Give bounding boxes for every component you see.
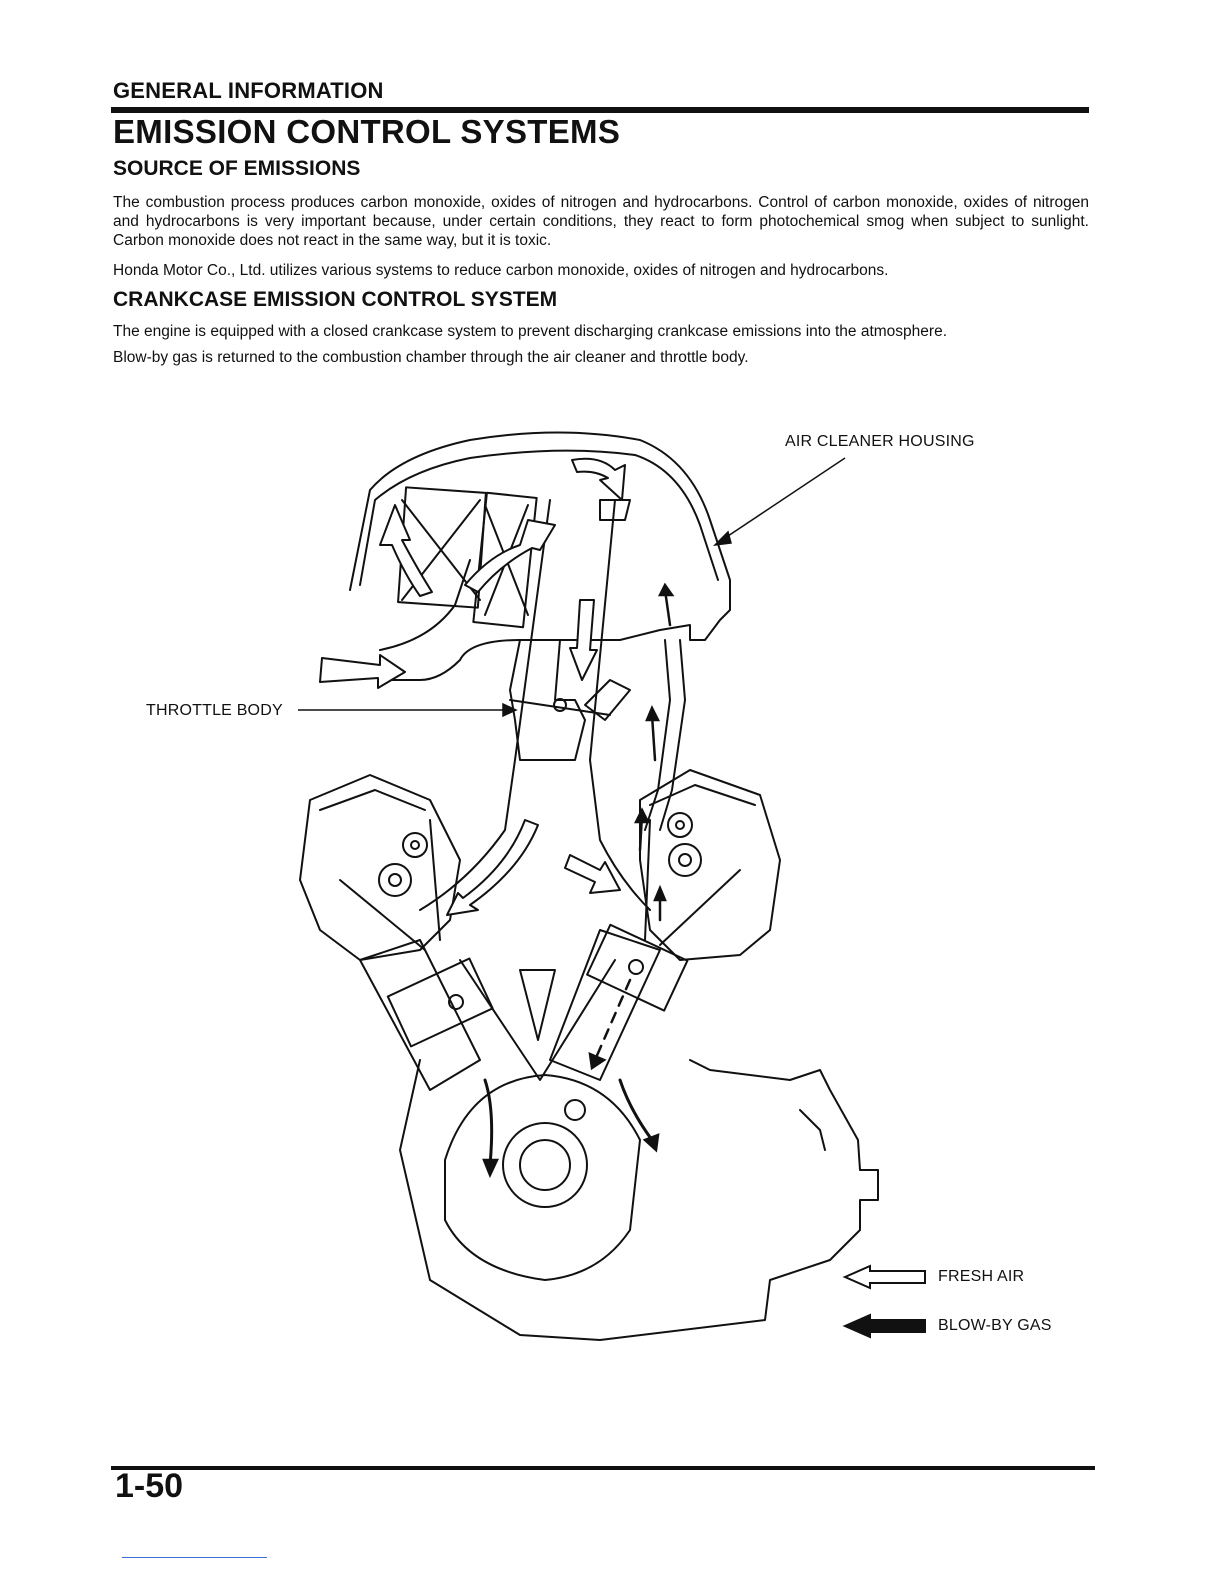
- air-cleaner-leader: [722, 458, 845, 540]
- engine-cross-section-diagram: [140, 410, 1100, 1370]
- footer-rule: [111, 1466, 1095, 1470]
- right-cylinder: [550, 930, 660, 1080]
- right-cylinder-head: [640, 770, 780, 960]
- legend-blow-by-gas-label: BLOW-BY GAS: [938, 1317, 1052, 1334]
- fresh-air-arrow-top: [572, 459, 625, 500]
- throttle-body-label: THROTTLE BODY: [146, 702, 283, 719]
- source-paragraph-2: Honda Motor Co., Ltd. utilizes various systems to reduce carbon monoxide, oxides of nitrogen and hydrocarbons.: [113, 262, 889, 279]
- crankshaft: [503, 1123, 587, 1207]
- right-piston: [587, 925, 687, 1011]
- footer-link-underline: [122, 1557, 267, 1558]
- fresh-air-arrow-left-port: [447, 820, 538, 915]
- left-cylinder-head: [300, 775, 460, 960]
- source-of-emissions-heading: SOURCE OF EMISSIONS: [113, 157, 361, 180]
- crankcase: [400, 1060, 878, 1340]
- fresh-air-arrow-filter-left: [380, 505, 432, 596]
- source-paragraph-1: The combustion process produces carbon monoxide, oxides of nitrogen and hydrocarbons. Control of carbon monoxide, oxides of nitrogen and hydrocarbons is very important because, under certain conditions, they react to form photochemical smog when subject to sunlight. Carbon monoxide does not react in the same way, but it is toxic.: [113, 194, 1089, 249]
- air-cleaner-housing-label: AIR CLEANER HOUSING: [785, 433, 975, 450]
- fresh-air-arrow-inlet: [320, 655, 405, 688]
- section-header: GENERAL INFORMATION: [113, 78, 384, 103]
- legend-blow-by-arrow: [845, 1315, 925, 1337]
- blow-by-hose: [645, 640, 685, 830]
- legend-fresh-air-label: FRESH AIR: [938, 1268, 1025, 1285]
- crankcase-paragraph-2: Blow-by gas is returned to the combustion chamber through the air cleaner and throttle body.: [113, 349, 749, 366]
- v-bank-triangle: [520, 970, 555, 1040]
- page-title: EMISSION CONTROL SYSTEMS: [113, 113, 621, 150]
- page-number: 1-50: [115, 1467, 184, 1505]
- crankcase-paragraph-1: The engine is equipped with a closed crankcase system to prevent discharging crankcase emissions into the atmosphere.: [113, 323, 948, 340]
- left-piston: [388, 959, 493, 1047]
- legend-fresh-air-arrow: [845, 1266, 925, 1288]
- crankcase-heading: CRANKCASE EMISSION CONTROL SYSTEM: [113, 288, 558, 311]
